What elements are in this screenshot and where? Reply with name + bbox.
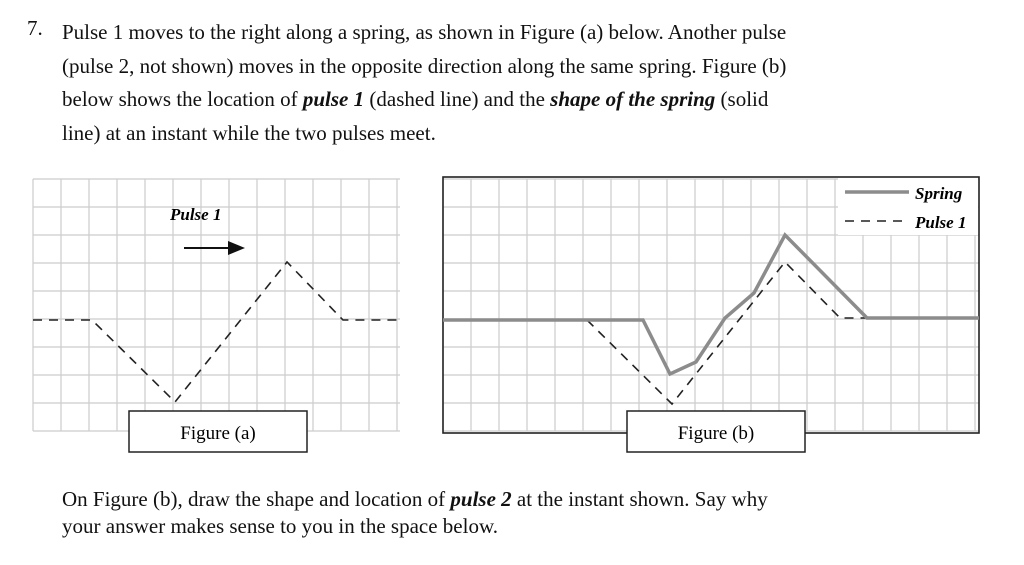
question-line-4: line) at an instant while the two pulses meet. [62, 120, 436, 145]
legend-spring-label: Spring [915, 184, 963, 203]
question-number: 7. [27, 16, 43, 40]
answer-line-2: your answer makes sense to you in the space below. [62, 514, 499, 538]
right-arrow-icon [184, 241, 245, 255]
pulse1-emphasis: pulse 1 [302, 87, 365, 111]
spring-shape-emphasis: shape of the spring [550, 87, 716, 111]
figure-a [33, 179, 402, 452]
figure-b-pulse1-dashed-line [443, 262, 979, 404]
figure-b-caption: Figure (b) [677, 423, 755, 444]
pulse2-emphasis: pulse 2 [450, 487, 512, 511]
answer-line-1: On Figure (b), draw the shape and location of pulse 2 at the instant shown. Say why [62, 487, 768, 511]
question-line-1: Pulse 1 moves to the right along a spring, as shown in Figure (a) below. Another pulse [62, 20, 787, 44]
question-line-3: below shows the location of pulse 1 (dashed line) and the shape of the spring (solid [62, 87, 769, 111]
figure-a-caption: Figure (a) [180, 423, 256, 444]
legend-pulse1-label: Pulse 1 [915, 213, 967, 232]
answer-prompt [62, 486, 1012, 540]
figure-a-pulse1-dashed-line [33, 262, 402, 402]
figure-b-spring-solid-line [443, 235, 979, 374]
figure-a-pulse-label: Pulse 1 [170, 205, 222, 224]
question-line-2: (pulse 2, not shown) moves in the opposite direction along the same spring. Figure (b) [62, 53, 787, 78]
figure-b [443, 177, 979, 452]
